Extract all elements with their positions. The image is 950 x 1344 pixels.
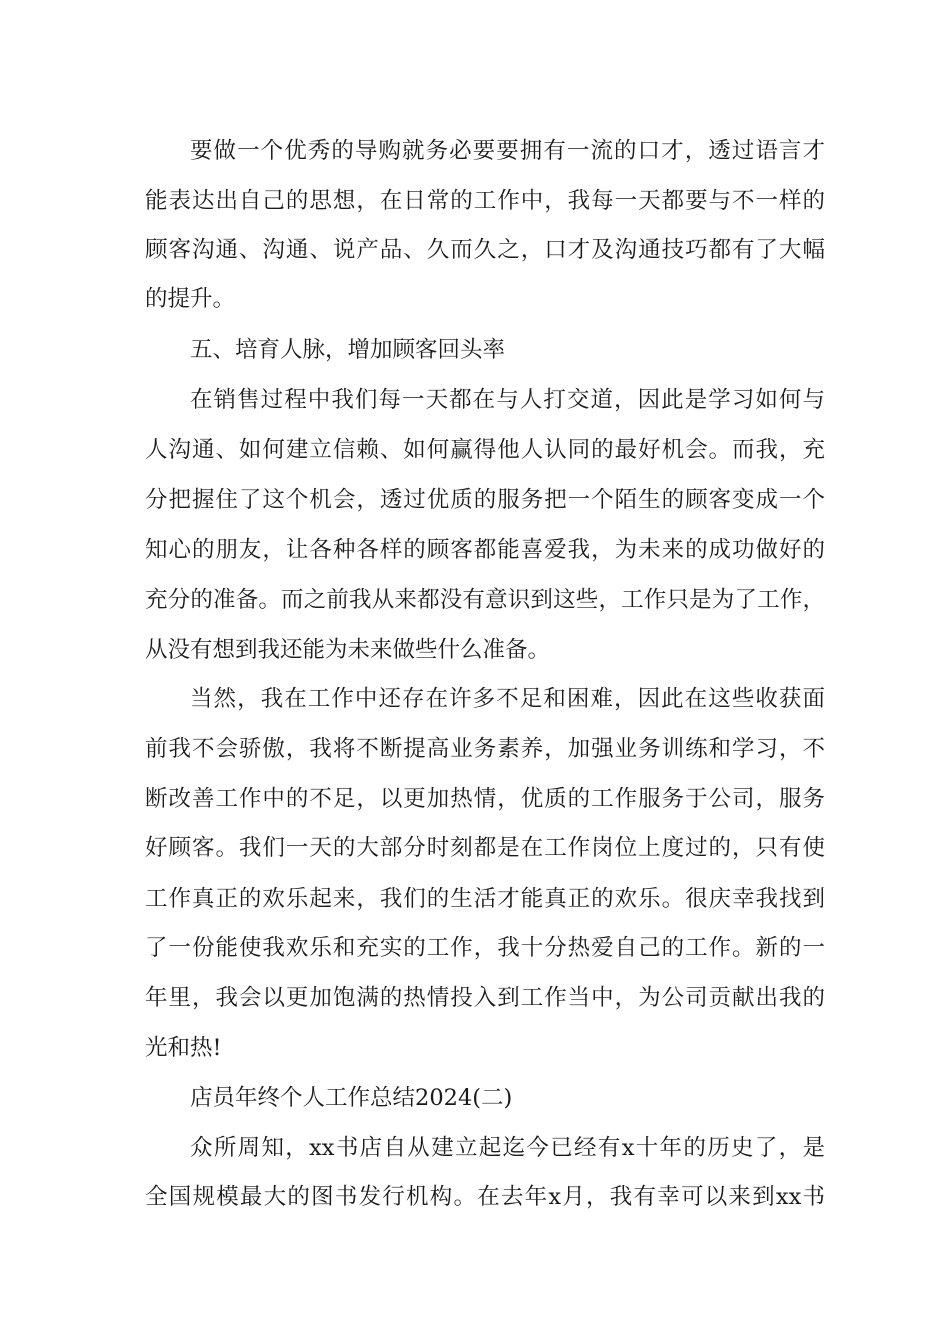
paragraph-line: 分把握住了这个机会，透过优质的服务把一个陌生的顾客变成一个: [145, 487, 825, 513]
paragraph-line: 在销售过程中我们每一天都在与人打交道，因此是学习如何与: [190, 387, 825, 413]
paragraph-line: 前我不会骄傲，我将不断提高业务素养，加强业务训练和学习，不: [145, 736, 825, 762]
paragraph-line: 断改善工作中的不足，以更加热情，优质的工作服务于公司，服务: [145, 786, 825, 812]
paragraph-line: 充分的准备。而之前我从来都没有意识到这些，工作只是为了工作，: [145, 587, 825, 613]
paragraph-line: 从没有想到我还能为未来做些什么准备。: [145, 637, 551, 663]
paragraph-line: 光和热!: [145, 1035, 222, 1061]
paragraph-line: 好顾客。我们一天的大部分时刻都是在工作岗位上度过的，只有使: [145, 835, 825, 861]
section-heading: 店员年终个人工作总结2024(二): [190, 1085, 513, 1111]
section-heading: 五、培育人脉，增加顾客回头率: [190, 337, 506, 363]
paragraph-line: 人沟通、如何建立信赖、如何赢得他人认同的最好机会。而我，充: [145, 437, 825, 463]
paragraph-line: 顾客沟通、沟通、说产品、久而久之，口才及沟通技巧都有了大幅: [145, 237, 825, 263]
paragraph-line: 众所周知，xx书店自从建立起迄今已经有x十年的历史了，是: [190, 1135, 825, 1161]
paragraph-line: 要做一个优秀的导购就务必要要拥有一流的口才，透过语言才: [190, 138, 825, 164]
paragraph-line: 全国规模最大的图书发行机构。在去年x月，我有幸可以来到xx书: [145, 1184, 825, 1210]
paragraph-line: 知心的朋友，让各种各样的顾客都能喜爱我，为未来的成功做好的: [145, 537, 825, 563]
paragraph-line: 当然，我在工作中还存在许多不足和困难，因此在这些收获面: [190, 686, 825, 712]
paragraph-line: 年里，我会以更加饱满的热情投入到工作当中，为公司贡献出我的: [145, 985, 825, 1011]
paragraph-line: 的提升。: [145, 286, 236, 312]
paragraph-line: 工作真正的欢乐起来，我们的生活才能真正的欢乐。很庆幸我找到: [145, 886, 825, 912]
paragraph-line: 了一份能使我欢乐和充实的工作，我十分热爱自己的工作。新的一: [145, 935, 825, 961]
paragraph-line: 能表达出自己的思想，在日常的工作中，我每一天都要与不一样的: [145, 188, 825, 214]
